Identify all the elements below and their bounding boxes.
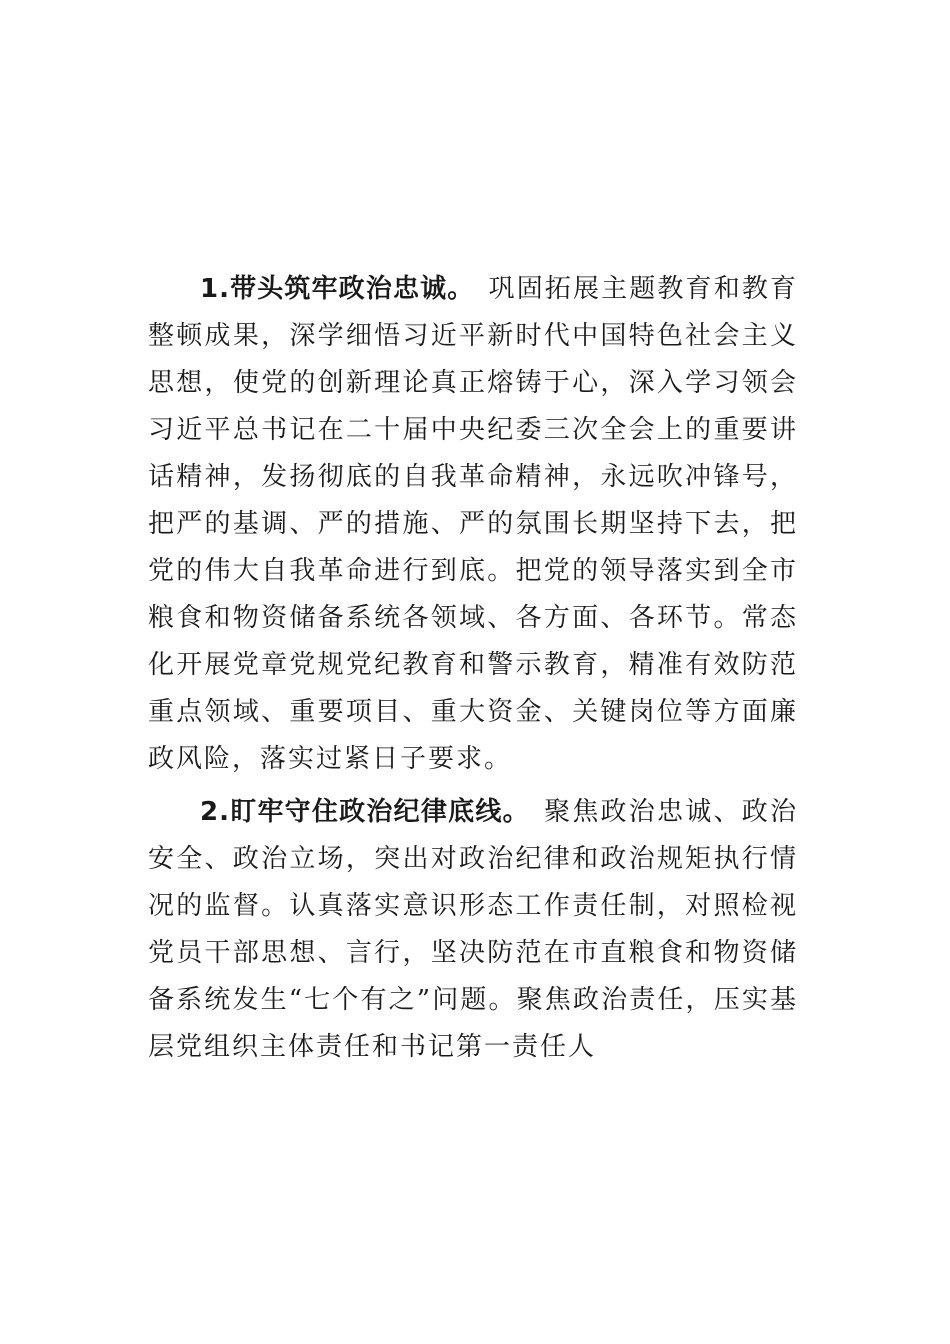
paragraph-2-heading: 2.盯牢守住政治纪律底线。: [200, 797, 530, 827]
paragraph-1: [148, 266, 798, 783]
paragraph-1-text: 巩固拓展主题教育和教育整顿成果，深学细悟习近平新时代中国特色社会主义思想，使党的创新理论真正熔铸于心，深入学习领会习近平总书记在二十届中央纪委三次全会上的重要讲话精神，发扬彻底的自我革命精神，永远吹冲锋号，把严的基调、严的措施、严的氛围长期坚持下去，把党的伟大自我革命进行到底。把党的领导落实到全市粮食和物资储备系统各领域、各方面、各环节。常态化开展党章党规党纪教育和警示教育，精准有效防范重点领域、重要项目、重大资金、关键岗位等方面廉政风险，落实过紧日子要求。: [148, 274, 798, 774]
paragraph-1-heading: 1.带头筑牢政治忠诚。: [200, 274, 475, 304]
document-body: [148, 266, 798, 1071]
paragraph-2-text: 聚焦政治忠诚、政治安全、政治立场，突出对政治纪律和政治规矩执行情况的监督。认真落实意识形态工作责任制，对照检视党员干部思想、言行，坚决防范在市直粮食和物资储备系统发生“七个有之”问题。聚焦政治责任，压实基层党组织主体责任和书记第一责任人: [148, 797, 798, 1062]
paragraph-2: [148, 789, 798, 1071]
